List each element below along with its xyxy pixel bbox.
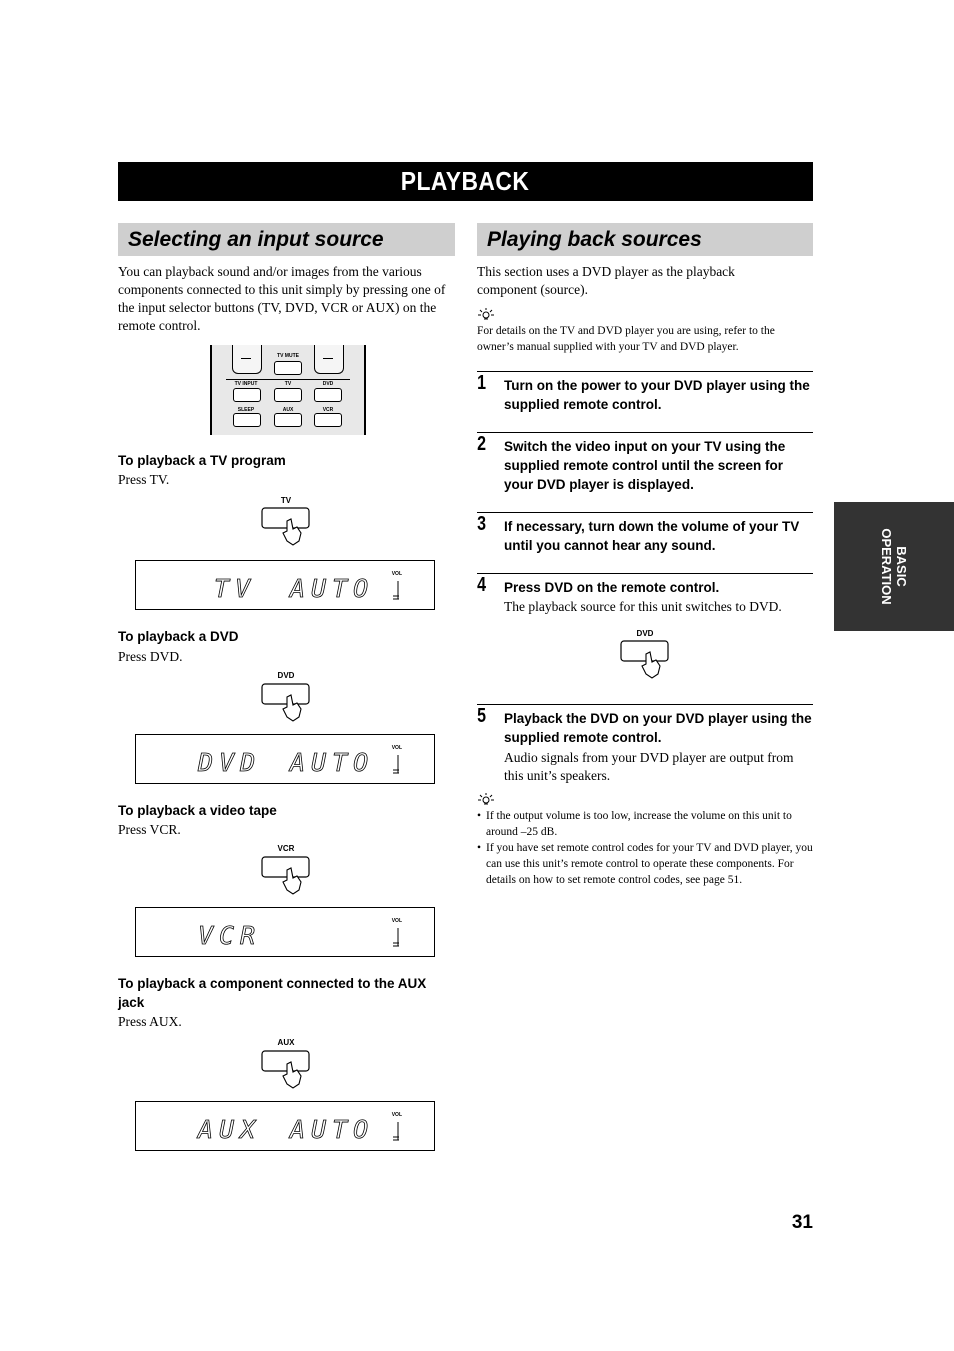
- chapter-side-tab: [834, 502, 954, 631]
- tip-item: • If the output volume is too low, increase the volume on this unit to around –25 dB.: [477, 808, 813, 840]
- remote-label-tv-mute: TV MUTE: [277, 353, 299, 359]
- step-text: Switch the video input on your TV using the supplied remote control until the screen for your DVD player is displayed.: [504, 439, 786, 492]
- press-button-hand-icon: [261, 507, 311, 547]
- page-number: 31: [791, 1212, 813, 1233]
- step-number: 3: [477, 513, 487, 535]
- tip-lightbulb-icon: [477, 307, 495, 321]
- remote-label-tv-input: TV INPUT: [234, 381, 258, 387]
- button-label-aux: AUX: [277, 1038, 295, 1047]
- step-number: 5: [477, 705, 487, 727]
- tip-item: • If you have set remote control codes for your TV and DVD player, you can use this unit’s remote control to operate these components. For details on how to set remote control codes, see page 51.: [477, 840, 813, 888]
- step-text: Turn on the power to your DVD player using the supplied remote control.: [504, 378, 810, 412]
- button-label-tv: TV: [280, 496, 292, 505]
- instruction-dvd: Press DVD.: [118, 649, 183, 664]
- display-panel-aux: [135, 1101, 435, 1151]
- dvd-key: [314, 388, 342, 402]
- channel-down-button: [314, 345, 344, 374]
- step-number: 1: [477, 372, 487, 394]
- vol-label: VOL: [391, 918, 402, 924]
- section-title: Selecting an input source: [128, 227, 384, 251]
- vol-label: VOL: [391, 745, 402, 751]
- remote-label-vcr: VCR: [322, 407, 334, 413]
- instruction-vcr: Press VCR.: [118, 822, 181, 837]
- step-text: Press DVD on the remote control.: [504, 580, 720, 595]
- step-divider: [477, 573, 813, 574]
- step-divider: [477, 512, 813, 513]
- button-label-dvd: DVD: [636, 629, 654, 638]
- vol-label: VOL: [391, 571, 402, 577]
- page-title-bar: [118, 162, 813, 201]
- divider: [226, 379, 350, 380]
- step-text: Playback the DVD on your DVD player using the supplied remote control.: [504, 711, 812, 745]
- step-detail: The playback source for this unit switches to DVD.: [504, 599, 782, 614]
- volume-down-button: [232, 345, 262, 374]
- tv-key: [274, 388, 302, 402]
- button-label-dvd: DVD: [277, 671, 295, 680]
- instruction-tv: Press TV.: [118, 472, 170, 487]
- step-divider: [477, 704, 813, 705]
- step-detail: Audio signals from your DVD player are output from this unit’s speakers.: [504, 750, 794, 783]
- intro-text: You can playback sound and/or images from the various components connected to this unit simply by pressing one of the input selector buttons (TV, DVD, VCR or AUX) on the remote control.: [118, 264, 446, 333]
- display-source-text: TV: [214, 574, 257, 603]
- tip-lightbulb-icon: [477, 792, 495, 806]
- press-button-hand-icon: [261, 683, 311, 723]
- display-source-text: DVD: [198, 748, 262, 777]
- page-title: PLAYBACK: [401, 166, 530, 196]
- step-divider: [477, 432, 813, 433]
- subheading-tv: To playback a TV program: [118, 453, 286, 468]
- remote-label-aux: AUX: [282, 407, 294, 413]
- volume-meter-icon: [392, 753, 400, 775]
- intro-text: This section uses a DVD player as the playback component (source).: [477, 264, 735, 297]
- subheading-dvd: To playback a DVD: [118, 629, 239, 644]
- section-title: Playing back sources: [487, 227, 702, 251]
- vol-label: VOL: [391, 1112, 402, 1118]
- volume-meter-icon: [392, 926, 400, 948]
- aux-key: [274, 413, 302, 427]
- side-tab-label: [834, 502, 954, 631]
- note-text: For details on the TV and DVD player you are using, refer to the owner’s manual supplied with your TV and DVD player.: [477, 325, 775, 353]
- step-divider: [477, 371, 813, 372]
- step-number: 2: [477, 433, 487, 455]
- remote-label-sleep: SLEEP: [237, 407, 255, 413]
- press-button-hand-icon: [620, 640, 670, 680]
- display-source-text: VCR: [198, 921, 262, 950]
- section-heading-right: [477, 223, 813, 256]
- display-mode-text: AUTO: [290, 574, 375, 603]
- step-text: If necessary, turn down the volume of your TV until you cannot hear any sound.: [504, 519, 800, 553]
- display-panel-dvd: [135, 734, 435, 784]
- tips-list: [477, 808, 813, 888]
- display-panel-vcr: [135, 907, 435, 957]
- press-button-hand-icon: [261, 1050, 311, 1090]
- display-mode-text: AUTO: [290, 748, 375, 777]
- subheading-vcr: To playback a video tape: [118, 803, 277, 818]
- volume-meter-icon: [392, 579, 400, 601]
- remote-illustration: [210, 345, 366, 435]
- volume-meter-icon: [392, 1120, 400, 1142]
- tv-mute-key: [274, 361, 302, 375]
- vcr-key: [314, 413, 342, 427]
- section-heading-left: [118, 223, 455, 256]
- display-mode-text: AUTO: [290, 1115, 375, 1144]
- subheading-aux: To playback a component connected to the AUX jack: [118, 976, 427, 1010]
- step-number: 4: [477, 574, 487, 596]
- side-tab-line1: BASIC: [894, 546, 909, 587]
- side-tab-line2: OPERATION: [879, 528, 894, 605]
- press-button-hand-icon: [261, 856, 311, 896]
- sleep-key: [233, 413, 261, 427]
- display-source-text: AUX: [198, 1115, 262, 1144]
- remote-label-tv: TV: [284, 381, 292, 387]
- remote-label-dvd: DVD: [322, 381, 334, 387]
- display-panel-tv: [135, 560, 435, 610]
- instruction-aux: Press AUX.: [118, 1014, 182, 1029]
- button-label-vcr: VCR: [277, 844, 295, 853]
- tv-input-key: [233, 388, 261, 402]
